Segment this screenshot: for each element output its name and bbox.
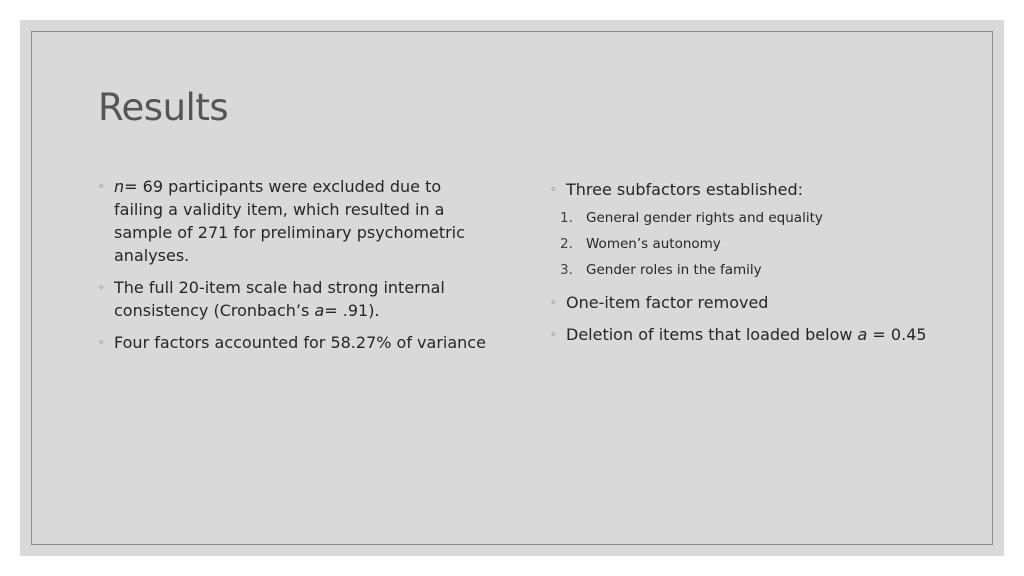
subfactor-item <box>550 257 970 283</box>
bullet-text: Deletion of items that loaded below <box>566 325 858 344</box>
bullet-marker: ◦ <box>550 183 557 196</box>
bullet-one-item-factor <box>550 291 970 314</box>
bullet-variance <box>98 331 488 354</box>
subfactor-list <box>550 205 970 283</box>
bullet-text: The full 20-item scale had strong internal consistency (Cronbach’s <box>114 278 445 320</box>
left-column <box>98 175 488 363</box>
subfactor-label: Gender roles in the family <box>586 262 762 278</box>
slide-title: Results <box>98 86 229 129</box>
alpha-symbol: a <box>314 301 325 320</box>
bullet-text: = 69 participants were excluded due to failing a validity item, which resulted in a sample of 271 for preliminary psychometric analyses. <box>114 177 465 265</box>
bullet-text: One-item factor removed <box>566 293 769 312</box>
subfactor-number: 3. <box>560 262 573 278</box>
right-column <box>550 178 970 355</box>
subfactor-item <box>550 231 970 257</box>
bullet-text-italic-n: n <box>114 177 125 196</box>
bullet-deletion-items <box>550 323 970 346</box>
alpha-symbol: a <box>857 325 868 344</box>
subfactor-number: 1. <box>560 210 573 226</box>
bullet-text: Four factors accounted for 58.27% of variance <box>114 333 486 352</box>
bullet-text: = .91). <box>324 301 380 320</box>
subfactor-number: 2. <box>560 236 573 252</box>
bullet-marker: ◦ <box>550 296 557 309</box>
bullet-subfactors <box>550 178 970 201</box>
subfactor-label: General gender rights and equality <box>586 210 823 226</box>
bullet-internal-consistency <box>98 276 488 322</box>
subfactor-label: Women’s autonomy <box>586 236 721 252</box>
slide <box>20 20 1004 556</box>
subfactor-item <box>550 205 970 231</box>
bullet-text: = 0.45 <box>867 325 927 344</box>
bullet-marker: ◦ <box>98 336 105 349</box>
bullet-marker: ◦ <box>550 328 557 341</box>
bullet-marker: ◦ <box>98 180 105 193</box>
bullet-excluded-participants <box>98 175 488 267</box>
subfactors-heading: Three subfactors established: <box>566 180 804 199</box>
bullet-marker: ◦ <box>98 281 105 294</box>
